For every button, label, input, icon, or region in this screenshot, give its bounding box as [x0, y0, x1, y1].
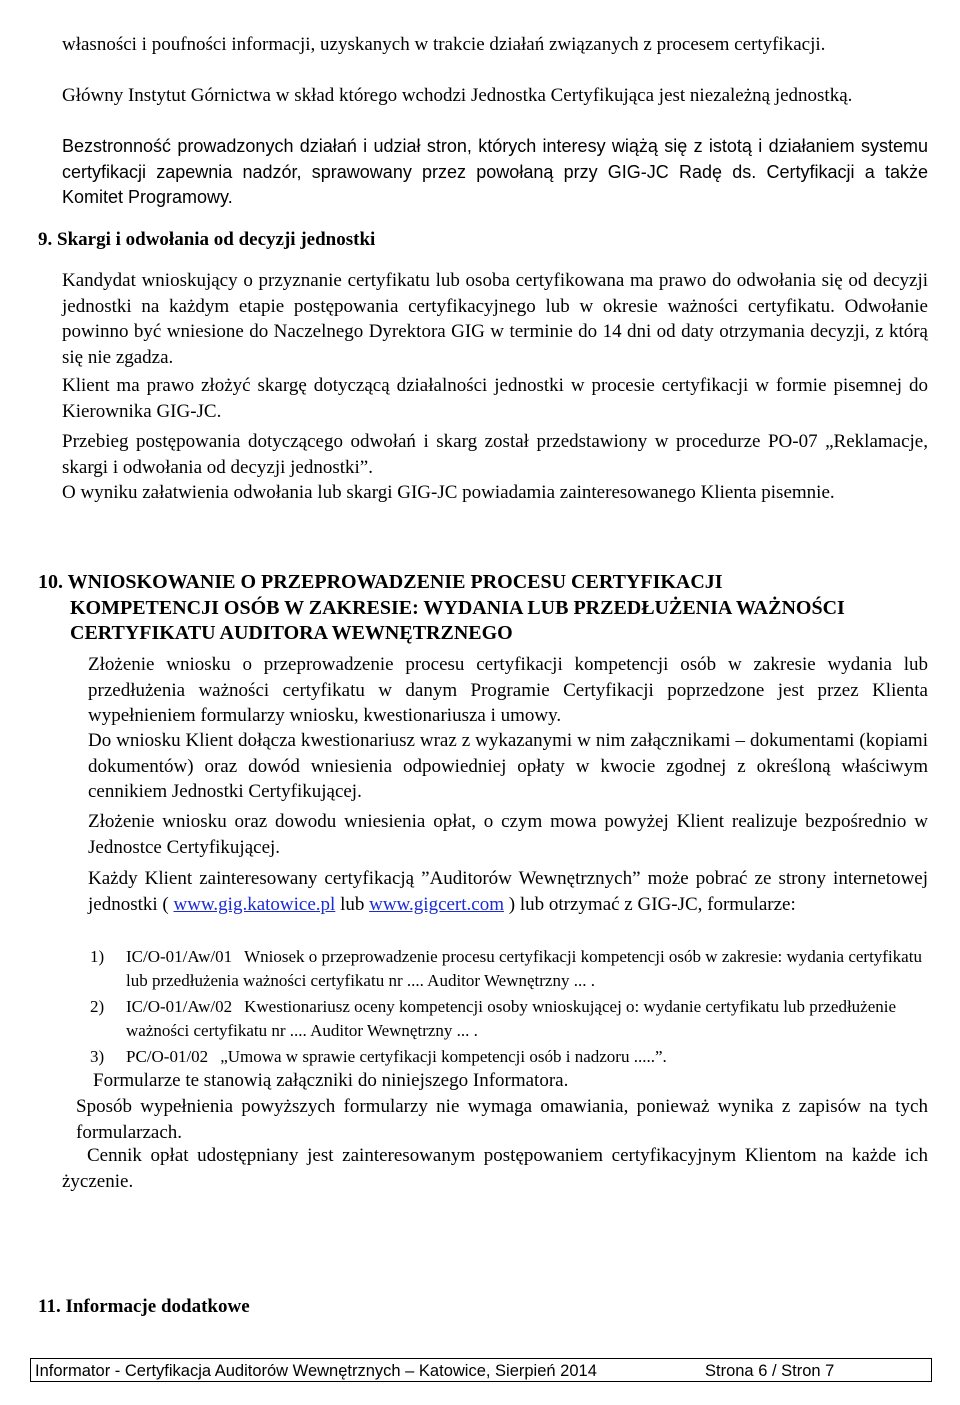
forms-list	[90, 945, 930, 1071]
list-item	[90, 1045, 930, 1069]
list-item-number: 3)	[90, 1047, 105, 1066]
section-9-paragraph-result: O wyniku załatwienia odwołania lub skargi GIG-JC powiadamia zainteresowanego Klienta pisemnie.	[62, 482, 835, 503]
section-10-paragraph-pricelist: Cennik opłat udostępniany jest zainteresowanym postępowaniem certyfikacyjnym Klientom na każde ich życzenie.	[62, 1145, 928, 1192]
list-item-number: 1)	[90, 947, 105, 966]
footer-title: Informator - Certyfikacja Auditorów Wewnętrznych – Katowice, Sierpień 2014	[35, 1362, 597, 1380]
intro-paragraph-confidentiality: własności i poufności informacji, uzyskanych w trakcie działań związanych z procesem certyfikacji.	[62, 34, 826, 55]
list-item	[90, 945, 930, 993]
section-11-heading: 11. Informacje dodatkowe	[38, 1296, 250, 1317]
list-item-number: 2)	[90, 997, 105, 1016]
section-10-paragraph-attachments-note: Formularze te stanowią załączniki do niniejszego Informatora.	[93, 1070, 569, 1091]
download-text-part-3: ) lub otrzymać z GIG-JC, formularze:	[504, 893, 796, 915]
list-item-text	[126, 995, 930, 1043]
list-item	[90, 995, 930, 1043]
link-gig-katowice[interactable]: www.gig.katowice.pl	[173, 893, 336, 915]
section-10-paragraph-download	[88, 866, 928, 917]
intro-paragraph-impartiality: Bezstronność prowadzonych działań i udział stron, których interesy wiążą się z istotą i działaniem systemu certyfikacji zapewnia nadzór, sprawowany przez powołaną przy GIG-JC Radę ds. Certyfikacji a także Komitet Programowy.	[62, 136, 928, 207]
form-description: Kwestionariusz oceny kompetencji osoby wnioskującej o: wydanie certyfikatu lub przedłużenie ważności certyfikatu nr .... Auditor Wewnętrzny ... .	[126, 997, 897, 1040]
form-description: Wniosek o przeprowadzenie procesu certyfikacji kompetencji osób w zakresie: wydania certyfikatu lub przedłużenia ważności certyfikatu nr .... Auditor Wewnętrzny ... .	[126, 947, 922, 990]
form-code: PC/O-01/02	[126, 1047, 209, 1066]
section-10-paragraph-attachments: Do wniosku Klient dołącza kwestionariusz wraz z wykazanymi w nim załącznikami – dokumentami (kopiami dokumentów) oraz dowód wniesienia odpowiedniej opłaty w kwocie zgodnej z określoną właściwym cennikiem Jednostki Certyfikującej.	[88, 730, 928, 802]
section-10-paragraph-filling: Sposób wypełnienia powyższych formularzy nie wymaga omawiania, ponieważ wynika z zapisów na tych formularzach.	[76, 1096, 928, 1143]
page-footer	[30, 1358, 932, 1382]
link-gigcert[interactable]: www.gigcert.com	[369, 893, 505, 915]
list-item-text	[126, 945, 930, 993]
section-9-paragraph-complaint: Klient ma prawo złożyć skargę dotyczącą działalności jednostki w procesie certyfikacji w formie pisemnej do Kierownika GIG-JC.	[62, 375, 928, 422]
form-description: „Umowa w sprawie certyfikacji kompetencji osób i nadzoru .....”.	[220, 1047, 667, 1066]
section-9-paragraph-procedure: Przebieg postępowania dotyczącego odwołań i skarg został przedstawiony w procedurze PO-07 „Reklamacje, skargi i odwołania od decyzji jednostki”.	[62, 431, 928, 478]
footer-page-number: Strona 6 / Stron 7	[705, 1362, 835, 1380]
section-10-paragraph-submission: Złożenie wniosku oraz dowodu wniesienia opłat, o czym mowa powyżej Klient realizuje bezpośrednio w Jednostce Certyfikującej.	[88, 811, 928, 858]
section-10-heading-line-1: 10. WNIOSKOWANIE O PRZEPROWADZENIE PROCESU CERTYFIKACJI	[38, 571, 723, 593]
section-10-heading-line-2: KOMPETENCJI OSÓB W ZAKRESIE: WYDANIA LUB PRZEDŁUŻENIA WAŻNOŚCI	[70, 597, 845, 619]
download-text-part-2: lub	[335, 893, 370, 915]
intro-paragraph-independence: Główny Instytut Górnictwa w skład którego wchodzi Jednostka Certyfikująca jest niezależną jednostką.	[62, 85, 853, 106]
list-item-text	[126, 1045, 930, 1069]
section-9-heading: 9. Skargi i odwołania od decyzji jednostki	[38, 229, 376, 250]
download-text-part-1: Każdy Klient zainteresowany certyfikacją ”Auditorów Wewnętrznych” może pobrać ze strony internetowej jednostki (	[88, 868, 928, 915]
section-9-paragraph-appeal: Kandydat wnioskujący o przyznanie certyfikatu lub osoba certyfikowana ma prawo do odwołania się od decyzji jednostki na każdym etapie postępowania certyfikacyjnego lub w okresie ważności certyfikatu. Odwołanie powinno być wniesione do Naczelnego Dyrektora GIG w terminie do 14 dni od daty otrzymania decyzji, z którą się nie zgadza.	[62, 270, 928, 368]
form-code: IC/O-01/Aw/01	[126, 947, 233, 966]
section-10-paragraph-application: Złożenie wniosku o przeprowadzenie procesu certyfikacji kompetencji osób w zakresie wydania lub przedłużenia ważności certyfikatu w danym Programie Certyfikacji poprzedzone jest przez Klienta wypełnieniem formularzy wniosku, kwestionariusza i umowy.	[88, 654, 928, 726]
section-10-heading-line-3: CERTYFIKATU AUDITORA WEWNĘTRZNEGO	[70, 622, 513, 644]
form-code: IC/O-01/Aw/02	[126, 997, 233, 1016]
